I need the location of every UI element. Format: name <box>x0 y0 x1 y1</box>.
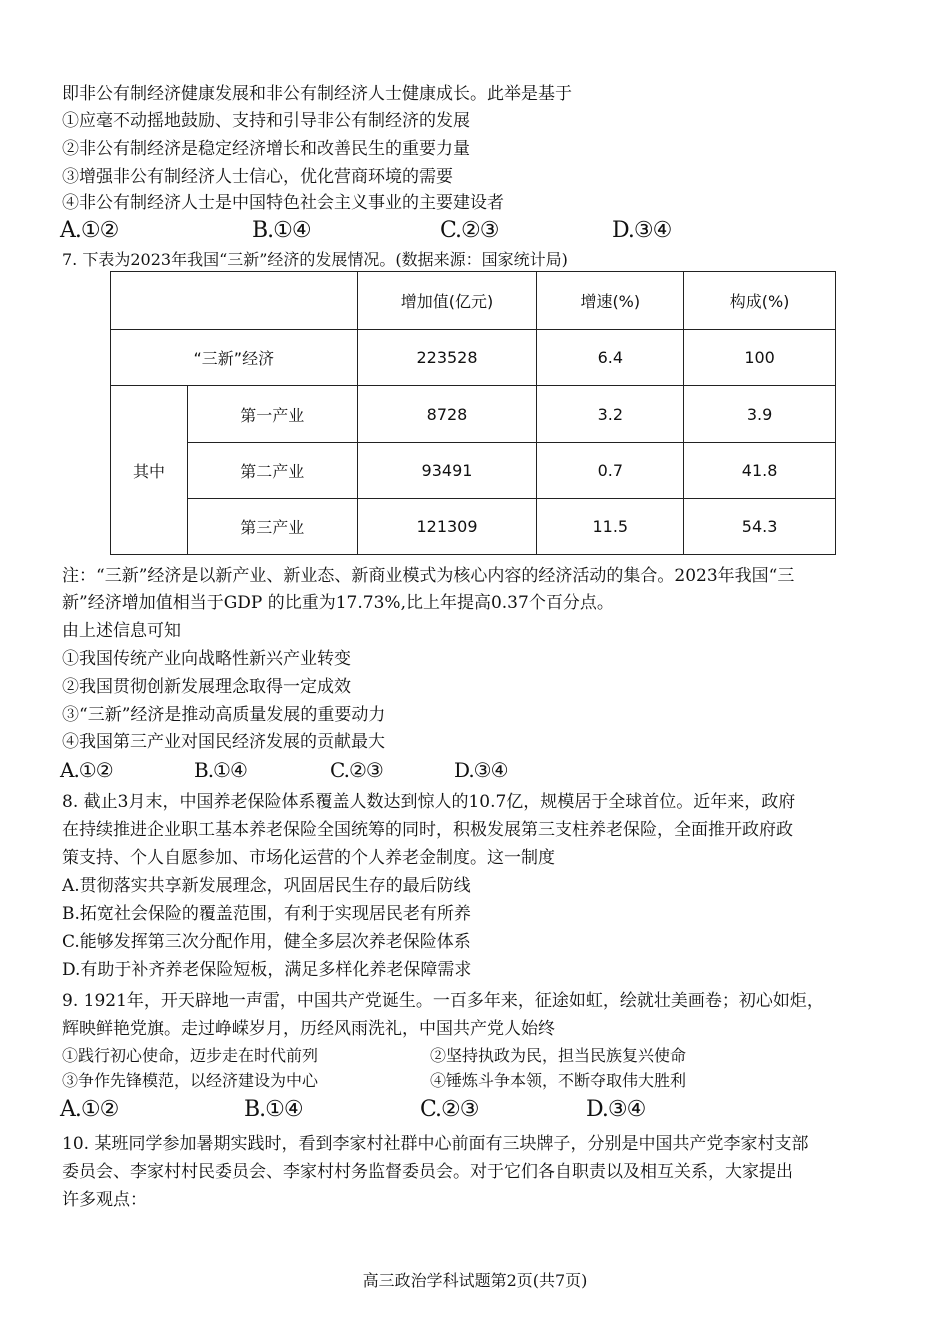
q10-stem-line-3: 许多观点： <box>62 1190 147 1210</box>
q8-stem-line-1: 8. 截止3月末，中国养老保险体系覆盖人数达到惊人的10.7亿，规模居于全球首位。近年来，政府 <box>62 792 796 812</box>
table-cell: 223528 <box>357 330 537 386</box>
q9-statement-1: ①践行初心使命，迈步走在时代前列 <box>62 1046 319 1065</box>
q8-option-a[interactable]: A.贯彻落实共享新发展理念，巩固居民生存的最后防线 <box>62 876 471 896</box>
q7-note-line-2: 新”经济增加值相当于GDP 的比重为17.73%,比上年提高0.37个百分点。 <box>62 593 614 613</box>
q7-option-a[interactable]: A.①② <box>60 758 113 782</box>
q9-statement-4: ④锤炼斗争本领，不断夺取伟大胜利 <box>430 1071 687 1090</box>
q9-stem-line-2: 辉映鲜艳党旗。走过峥嵘岁月，历经风雨洗礼，中国共产党人始终 <box>62 1019 555 1039</box>
q7-statement-1: ①我国传统产业向战略性新兴产业转变 <box>62 649 351 669</box>
table-cell: 93491 <box>357 443 537 499</box>
q10-stem-line-2: 委员会、李家村村民委员会、李家村村务监督委员会。对于它们各自职责以及相互关系，大家提出 <box>62 1162 793 1182</box>
q9-option-d[interactable]: D.③④ <box>586 1097 646 1122</box>
q7-statement-3: ③“三新”经济是推动高质量发展的重要动力 <box>62 705 386 725</box>
q7-data-table <box>110 271 836 555</box>
table-row <box>111 386 836 443</box>
q6-statement-2: ②非公有制经济是稳定经济增长和改善民生的重要力量 <box>62 139 470 159</box>
table-cell: 3.2 <box>537 386 684 443</box>
table-row <box>111 330 836 386</box>
table-header-growth: 增速(%) <box>537 272 684 330</box>
q7-statement-4: ④我国第三产业对国民经济发展的贡献最大 <box>62 732 385 752</box>
table-cell: 54.3 <box>684 499 836 555</box>
table-cell: 41.8 <box>684 443 836 499</box>
table-cell: 100 <box>684 330 836 386</box>
q9-statement-2: ②坚持执政为民，担当民族复兴使命 <box>430 1046 687 1065</box>
q8-stem-line-3: 策支持、个人自愿参加、市场化运营的个人养老金制度。这一制度 <box>62 848 555 868</box>
q9-option-b[interactable]: B.①④ <box>244 1097 303 1122</box>
table-cell: 6.4 <box>537 330 684 386</box>
q6-stem-tail: 即非公有制经济健康发展和非公有制经济人士健康成长。此举是基于 <box>62 84 572 104</box>
q7-lead: 由上述信息可知 <box>62 621 181 641</box>
q6-statement-3: ③增强非公有制经济人士信心，优化营商环境的需要 <box>62 167 453 187</box>
q7-statement-2: ②我国贯彻创新发展理念取得一定成效 <box>62 677 351 697</box>
table-row-label: 第三产业 <box>187 499 357 555</box>
q9-option-a[interactable]: A.①② <box>60 1097 119 1122</box>
q9-stem-line-1: 9. 1921年，开天辟地一声雷，中国共产党诞生。一百多年来，征途如虹，绘就壮美画卷；初心如炬， <box>62 991 824 1011</box>
table-row <box>111 499 836 555</box>
table-group-label: 其中 <box>111 386 188 555</box>
table-corner-cell <box>111 272 358 330</box>
table-header-row <box>111 272 836 330</box>
q6-option-d[interactable]: D.③④ <box>612 218 672 243</box>
table-cell: 3.9 <box>684 386 836 443</box>
table-header-composition: 构成(%) <box>684 272 836 330</box>
q9-statement-3: ③争作先锋模范，以经济建设为中心 <box>62 1071 319 1090</box>
table-total-label: “三新”经济 <box>111 330 358 386</box>
q10-stem-line-1: 10. 某班同学参加暑期实践时，看到李家村社群中心前面有三块牌子，分别是中国共产党李家村支部 <box>62 1134 809 1154</box>
table-header-value-added: 增加值(亿元) <box>357 272 537 330</box>
table-row-label: 第一产业 <box>187 386 357 443</box>
q6-option-b[interactable]: B.①④ <box>252 218 311 243</box>
q7-option-b[interactable]: B.①④ <box>194 758 247 782</box>
table-row <box>111 443 836 499</box>
q8-option-c[interactable]: C.能够发挥第三次分配作用，健全多层次养老保险体系 <box>62 932 471 952</box>
q9-option-c[interactable]: C.②③ <box>420 1097 479 1122</box>
q8-option-b[interactable]: B.拓宽社会保险的覆盖范围，有利于实现居民老有所养 <box>62 904 471 924</box>
q6-option-a[interactable]: A.①② <box>60 218 119 243</box>
q6-option-c[interactable]: C.②③ <box>440 218 499 243</box>
q7-option-d[interactable]: D.③④ <box>454 758 508 782</box>
table-row-label: 第二产业 <box>187 443 357 499</box>
q6-statement-4: ④非公有制经济人士是中国特色社会主义事业的主要建设者 <box>62 193 504 213</box>
q8-stem-line-2: 在持续推进企业职工基本养老保险全国统筹的同时，积极发展第三支柱养老保险，全面推开政府政 <box>62 820 793 840</box>
page-footer: 高三政治学科试题第2页(共7页) <box>362 1271 588 1290</box>
table-cell: 121309 <box>357 499 537 555</box>
table-cell: 11.5 <box>537 499 684 555</box>
q6-statement-1: ①应毫不动摇地鼓励、支持和引导非公有制经济的发展 <box>62 111 470 131</box>
q7-option-c[interactable]: C.②③ <box>330 758 383 782</box>
q7-note-line-1: 注：“三新”经济是以新产业、新业态、新商业模式为核心内容的经济活动的集合。2023年我国“三 <box>62 566 795 586</box>
q8-option-d[interactable]: D.有助于补齐养老保险短板，满足多样化养老保障需求 <box>62 960 472 980</box>
table-cell: 8728 <box>357 386 537 443</box>
q7-stem: 7. 下表为2023年我国“三新”经济的发展情况。(数据来源：国家统计局) <box>62 250 568 269</box>
table-cell: 0.7 <box>537 443 684 499</box>
